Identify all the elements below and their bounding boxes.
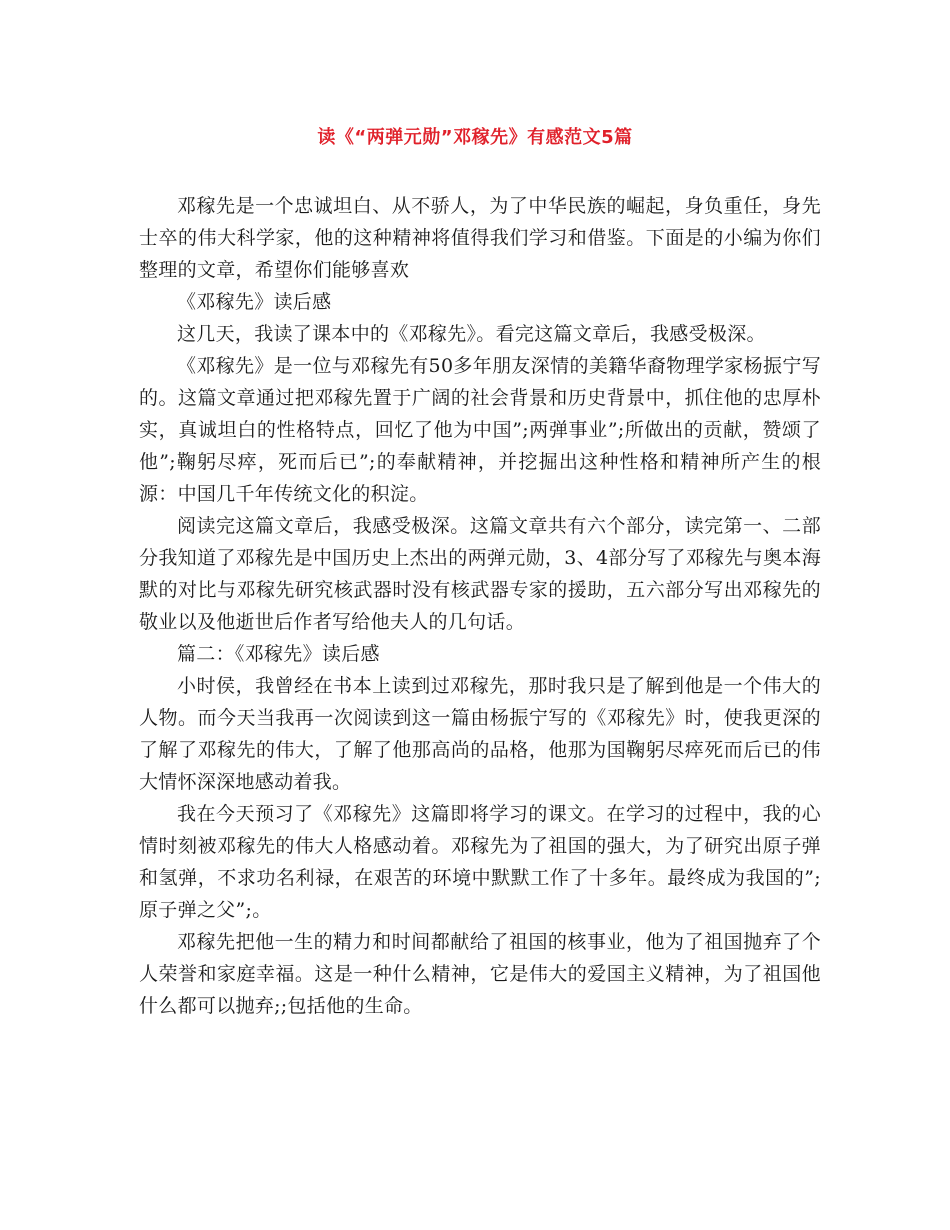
paragraph-intro: 邓稼先是一个忠诚坦白、从不骄人，为了中华民族的崛起，身负重任，身先士卒的伟大科学家，他的这种精神将值得我们学习和借鉴。下面是的小编为你们整理的文章，希望你们能够喜欢 — [139, 195, 821, 281]
section-heading-2: 篇二：《邓稼先》读后感 — [177, 643, 380, 665]
paragraph: 小时侯，我曾经在书本上读到过邓稼先，那时我只是了解到他是一个伟大的人物。而今天当我再一次阅读到这一篇由杨振宁写的《邓稼先》时，使我更深的了解了邓稼先的伟大，了解了他那高尚的品格，他那为国鞠躬尽瘁死而后已的伟大情怀深深地感动着我。 — [139, 675, 821, 793]
document-body — [139, 190, 821, 1022]
paragraph: 阅读完这篇文章后，我感受极深。这篇文章共有六个部分，读完第一、二部分我知道了邓稼先是中国历史上杰出的两弹元勋，3、4部分写了邓稼先与奥本海默的对比与邓稼先研究核武器时没有核武器专家的援助，五六部分写出邓稼先的敬业以及他逝世后作者写给他夫人的几句话。 — [139, 515, 821, 633]
paragraph: 我在今天预习了《邓稼先》这篇即将学习的课文。在学习的过程中，我的心情时刻被邓稼先的伟大人格感动着。邓稼先为了祖国的强大，为了研究出原子弹和氢弹，不求功名利禄，在艰苦的环境中默默工作了十多年。最终成为我国的”;原子弹之父”;。 — [139, 803, 821, 921]
document-title: 读《“两弹元勋”邓稼先》有感范文5篇 — [317, 127, 633, 148]
paragraph: 《邓稼先》是一位与邓稼先有50多年朋友深情的美籍华裔物理学家杨振宁写的。这篇文章通过把邓稼先置于广阔的社会背景和历史背景中，抓住他的忠厚朴实，真诚坦白的性格特点，回忆了他为中国”;两弹事业”;所做出的贡献，赞颂了他”;鞠躬尽瘁，死而后已”;的奉献精神，并挖掘出这种性格和精神所产生的根源：中国几千年传统文化的积淀。 — [139, 355, 821, 505]
paragraph: 这几天，我读了课本中的《邓稼先》。看完这篇文章后，我感受极深。 — [177, 323, 766, 345]
section-heading-1: 《邓稼先》读后感 — [177, 291, 332, 313]
paragraph: 邓稼先把他一生的精力和时间都献给了祖国的核事业，他为了祖国抛弃了个人荣誉和家庭幸福。这是一种什么精神，它是伟大的爱国主义精神，为了祖国他什么都可以抛弃;;包括他的生命。 — [139, 931, 821, 1017]
